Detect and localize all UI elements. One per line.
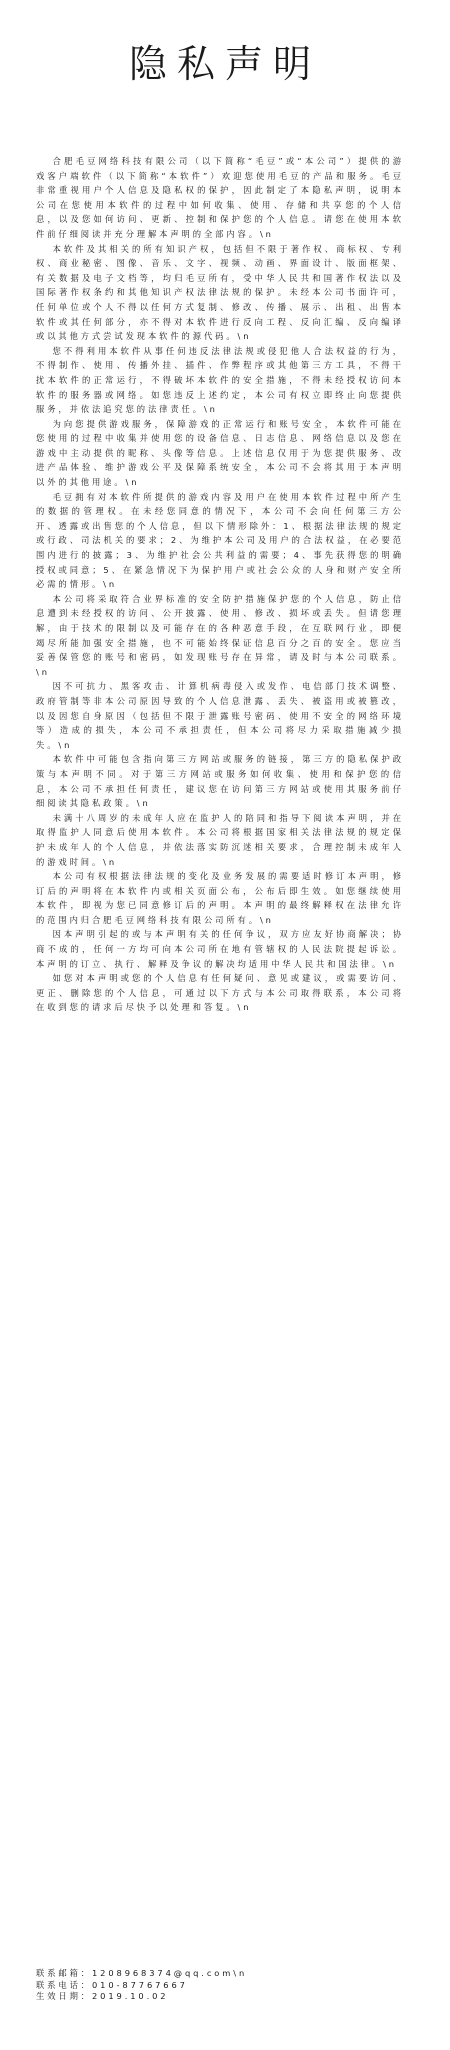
paragraph-disclaimer: 因不可抗力、黑客攻击、计算机病毒侵入或发作、电信部门技术调整、政府管制等非本公司原因导致的个人信息泄露、丢失、被盗用或被篡改，以及因您自身原因（包括但不限于泄露账号密码、使用不安全的网络环境等）造成的损失，本公司不承担责任，但本公司将尽力采取措施减少损失。\n [36, 681, 404, 750]
paragraph-minors: 未满十八周岁的未成年人应在监护人的陪同和指导下阅读本声明，并在取得监护人同意后使用本软件。本公司将根据国家相关法律法规的规定保护未成年人的个人信息，并依法落实防沉迷相关要求，合理控制未成年人的游戏时间。\n [36, 812, 404, 867]
paragraph-intellectual-property: 本软件及其相关的所有知识产权，包括但不限于著作权、商标权、专利权、商业秘密、图像、音乐、文字、视频、动画、界面设计、版面框架、有关数据及电子文档等，均归毛豆所有，受中华人民共和国著作权法以及国际著作权条约和其他知识产权法律法规的保护。未经本公司书面许可，任何单位或个人不得以任何方式复制、修改、传播、展示、出租、出售本软件或其任何部分，亦不得对本软件进行反向工程、反向汇编、反向编译或以其他方式尝试发现本软件的源代码。\n [36, 243, 404, 342]
paragraph-intro: 合肥毛豆网络科技有限公司（以下简称“毛豆”或“本公司”）提供的游戏客户端软件（以下简称“本软件”）欢迎您使用毛豆的产品和服务。毛豆非常重视用户个人信息及隐私权的保护，因此制定了本隐私声明，说明本公司在您使用本软件的过程中如何收集、使用、存储和共享您的个人信息，以及您如何访问、更新、控制和保护您的个人信息。请您在使用本软件前仔细阅读并充分理解本声明的全部内容。\n [36, 156, 404, 239]
paragraph-disclosure: 毛豆拥有对本软件所提供的游戏内容及用户在使用本软件过程中所产生的数据的管理权。在未经您同意的情况下，本公司不会向任何第三方公开、透露或出售您的个人信息，但以下情形除外：1、根据法律法规的规定或行政、司法机关的要求；2、为维护本公司及用户的合法权益，在必要范围内进行的披露；3、为维护社会公共利益的需要；4、事先获得您的明确授权或同意；5、在紧急情况下为保护用户或社会公众的人身和财产安全所必需的情形。\n [36, 491, 404, 590]
contact-block [36, 1968, 404, 2003]
paragraph-information-collection: 为向您提供游戏服务，保障游戏的正常运行和账号安全，本软件可能在您使用的过程中收集并使用您的设备信息、日志信息、网络信息以及您在游戏中主动提供的昵称、头像等信息。上述信息仅用于为您提供服务、改进产品体验、维护游戏公平及保障系统安全，本公司不会将其用于本声明以外的其他用途。\n [36, 418, 404, 488]
effective-date: 生效日期：2019.10.02 [36, 1991, 169, 2001]
paragraph-revision: 本公司有权根据法律法规的变化及业务发展的需要适时修订本声明，修订后的声明将在本软件内或相关页面公布，公布后即生效。如您继续使用本软件，即视为您已同意修订后的声明。本声明的最终解释权在法律允许的范围内归合肥毛豆网络科技有限公司所有。\n [36, 871, 404, 925]
page-title: 隐私声明 [128, 42, 321, 86]
paragraph-dispute: 因本声明引起的或与本声明有关的任何争议，双方应友好协商解决；协商不成的，任何一方均可向本公司所在地有管辖权的人民法院提起诉讼。本声明的订立、执行、解释及争议的解决均适用中华人民共和国法律。\n [36, 929, 404, 969]
paragraph-contact-intro: 如您对本声明或您的个人信息有任何疑问、意见或建议，或需要访问、更正、删除您的个人信息，可通过以下方式与本公司取得联系，本公司将在收到您的请求后尽快予以处理和答复。\n [36, 973, 404, 1013]
contact-phone: 联系电话：010-87767667 [36, 1979, 188, 1990]
statement-body [36, 154, 404, 1015]
contact-email: 联系邮箱：1208968374@qq.com\n [36, 1968, 248, 1978]
paragraph-prohibited-conduct: 您不得利用本软件从事任何违反法律法规或侵犯他人合法权益的行为，不得制作、使用、传播外挂、插件、作弊程序或其他第三方工具，不得干扰本软件的正常运行，不得破坏本软件的安全措施，不得未经授权访问本软件的服务器或网络。如您违反上述约定，本公司有权立即终止向您提供服务，并依法追究您的法律责任。\n [36, 345, 404, 415]
paragraph-third-party: 本软件中可能包含指向第三方网站或服务的链接，第三方的隐私保护政策与本声明不同。对于第三方网站或服务如何收集、使用和保护您的信息，本公司不承担任何责任，建议您在访问第三方网站或使用其服务前仔细阅读其隐私政策。\n [36, 754, 404, 809]
paragraph-security: 本公司将采取符合业界标准的安全防护措施保护您的个人信息，防止信息遭到未经授权的访问、公开披露、使用、修改、损坏或丢失。但请您理解，由于技术的限制以及可能存在的各种恶意手段，在互联网行业，即便竭尽所能加强安全措施，也不可能始终保证信息百分之百的安全。您应当妥善保管您的账号和密码，如发现账号存在异常，请及时与本公司联系。\n [36, 593, 404, 677]
